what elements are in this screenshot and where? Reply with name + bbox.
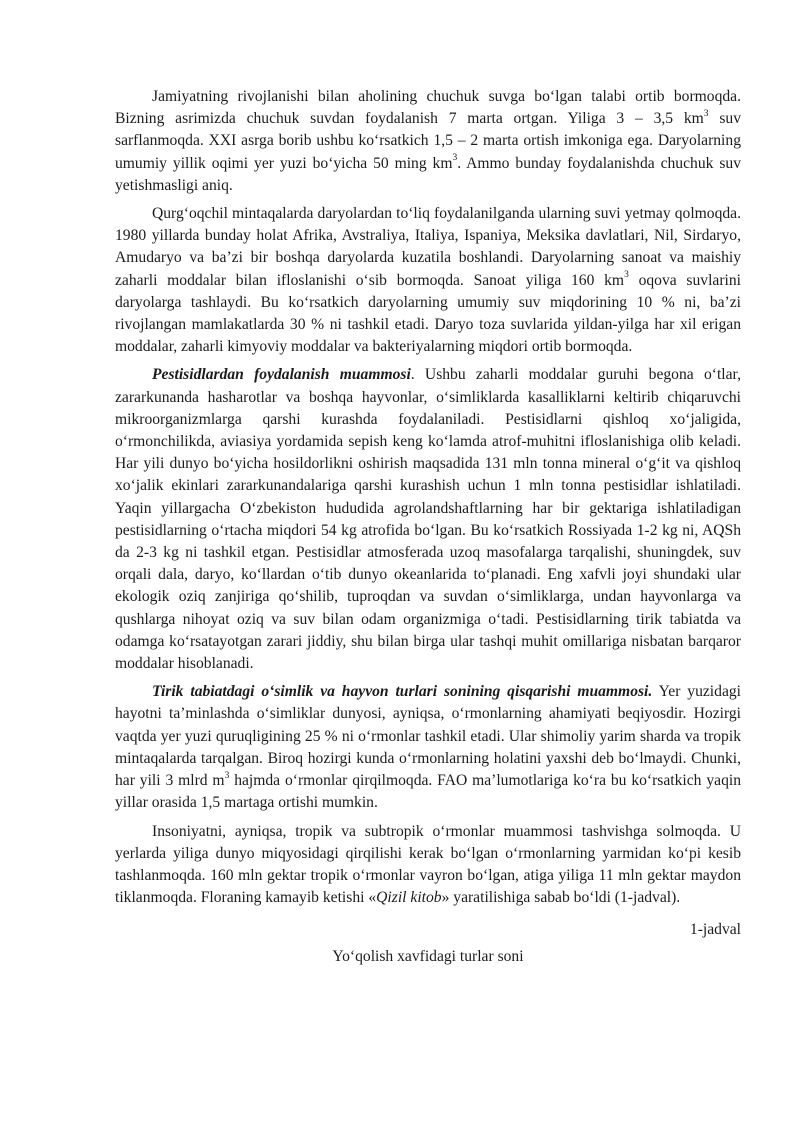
text-run: suv sarflanmoqda. XXI asrga borib ushbu ko‘rsatkich 1,5 – 2 marta ortish imkoniga ega. Daryolarning umumiy yillik oqimi yer yuzi bo‘yicha 50 ming km xyxy=(115,110,741,172)
document-page xyxy=(115,86,741,968)
section-heading: Pestisidlardan foydalanish muammosi xyxy=(152,366,411,384)
text-run: Jamiyatning rivojlanishi bilan aholining chuchuk suvga bo‘lgan talabi ortib bormoqda. Bizning asrimizda chuchuk suvdan foydalanish 7 marta ortgan. Yiliga 3 – 3,5 km xyxy=(115,88,741,128)
paragraph-freshwater xyxy=(115,86,741,197)
section-heading: Tirik tabiatdagi o‘simlik va hayvon turlari sonining qisqarishi muammosi. xyxy=(152,683,653,701)
text-run: . Ammo bunday foydalanishda chuchuk suv yetishmasligi aniq. xyxy=(115,154,741,194)
text-run: Yer yuzidagi hayotni ta’minlashda o‘simliklar dunyosi, ayniqsa, o‘rmonlarning ahamiyati beqiyosdir. Hozirgi vaqtda yer yuzi quruqligining 25 % ni o‘rmonlar tashkil etadi. Ular shimoliy yarim sharda va tropik mintaqalarda tarqalgan. Biroq hozirgi kunda o‘rmonlarning holatini yaxshi deb bo‘lmaydi. Chunki, har yili 3 mlrd m xyxy=(115,683,741,790)
text-run: Insoniyatni, ayniqsa, tropik va subtropik o‘rmonlar muammosi tashvishga solmoqda. U yerlarda yiliga dunyo miqyosidagi qirqilishi kerak bo‘lgan o‘rmonlarning yarmidan ko‘pi kesib tashlanmoqda. 160 mln gektar tropik o‘rmonlar vayron bo‘lgan, atiga yiliga 11 mln gektar maydon tiklanmoqda. Floraning kamayib ketishi « xyxy=(115,822,741,907)
text-run: hajmda o‘rmonlar qirqilmoqda. FAO ma’lumotlariga ko‘ra bu ko‘rsatkich yaqin yillar orasida 1,5 martaga ortishi mumkin. xyxy=(115,772,741,812)
paragraph-pesticides xyxy=(115,364,741,675)
paragraph-species-decline xyxy=(115,681,741,814)
text-run: Qurg‘oqchil mintaqalarda daryolardan to‘liq foydalanilganda ularning suvi yetmay qolmoqda. 1980 yillarda bunday holat Afrika, Avstraliya, Italiya, Ispaniya, Meksika davlatlari, Nil, Sirdaryo, Amudaryo va ba’zi bir boshqa daryolarda kuzatila boshlandi. Daryolarning sanoat va maishiy zaharli moddalar bilan ifloslanishi o‘sib bormoqda. Sanoat yiliga 160 km xyxy=(115,205,741,289)
body-text xyxy=(115,86,741,909)
superscript: 3 xyxy=(624,270,629,281)
italic-text: Qizil kitob xyxy=(376,889,442,907)
table-label: 1-jadval xyxy=(689,921,741,939)
text-run: » yaratilishiga sabab bo‘ldi (1-jadval). xyxy=(441,889,681,907)
text-run: oqova suvlarini daryolarga tashlaydi. Bu ko‘rsatkich daryolarning umumiy suv miqdorining 10 % ni, ba’zi rivojlangan mamlakatlarda 30 % ni tashkil etadi. Daryo toza suvlarida yildan-yilga har xil erigan moddalar, zaharli kimyoviy moddalar va bakteriyalarning miqdori ortib bormoqda. xyxy=(115,271,741,356)
superscript: 3 xyxy=(224,770,230,781)
superscript: 3 xyxy=(452,153,458,164)
text-run: . Ushbu zaharli moddalar guruhi begona o‘tlar, zararkunanda hasharotlar va boshqa hayvonlar, o‘simliklarda kasalliklarni keltirib chiqaruvchi mikroorganizmlarga qarshi kurashda foydalaniladi. Pestisidlarni qishloq xo‘jaligida, o‘rmonchilikda, aviasiya yordamida sepish keng ko‘lamda atrof-muhitni ifloslanishiga olib keladi. Har yili dunyo bo‘yicha hosildorlikni oshirish maqsadida 131 mln tonna mineral o‘g‘it va qishloq xo‘jalik ekinlari zararkunandalariga qarshi kurashish uchun 1 mln tonna pestisidlar ishlatiladi. Yaqin yillargacha O‘zbekiston hududida agrolandshaftlarning har bir gektariga ishlatiladigan pestisidlarning o‘rtacha miqdori 54 kg atrofida bo‘lgan. Bu ko‘rsatkich Rossiyada 1-2 kg ni, AQSh da 2-3 kg ni tashkil etgan. Pestisidlar atmosferada uzoq masofalarga tarqalishi, shuningdek, suv orqali dala, daryo, ko‘llardan o‘tib dunyo okeanlarida to‘planadi. Eng xafvli joyi shundaki ular ekologik oziq zanjiriga qo‘shilib, tuproqdan va suvdan o‘simliklarga, undan hayvonlarga va qushlarga nihoyat oziq va suv bilan odam organizmiga o‘tadi. Pestisidlarning tirik tabiatda va odamga ko‘rsatayotgan zarari jiddiy, shu bilan birga ular tashqi muhit omillariga nisbatan barqaror moddalar hisoblanadi. xyxy=(115,366,741,673)
superscript: 3 xyxy=(703,109,709,120)
paragraph-river-pollution xyxy=(115,203,741,358)
paragraph-tropical-forests xyxy=(115,821,741,910)
table-title: Yo‘qolish xavfidagi turlar soni xyxy=(332,947,524,965)
